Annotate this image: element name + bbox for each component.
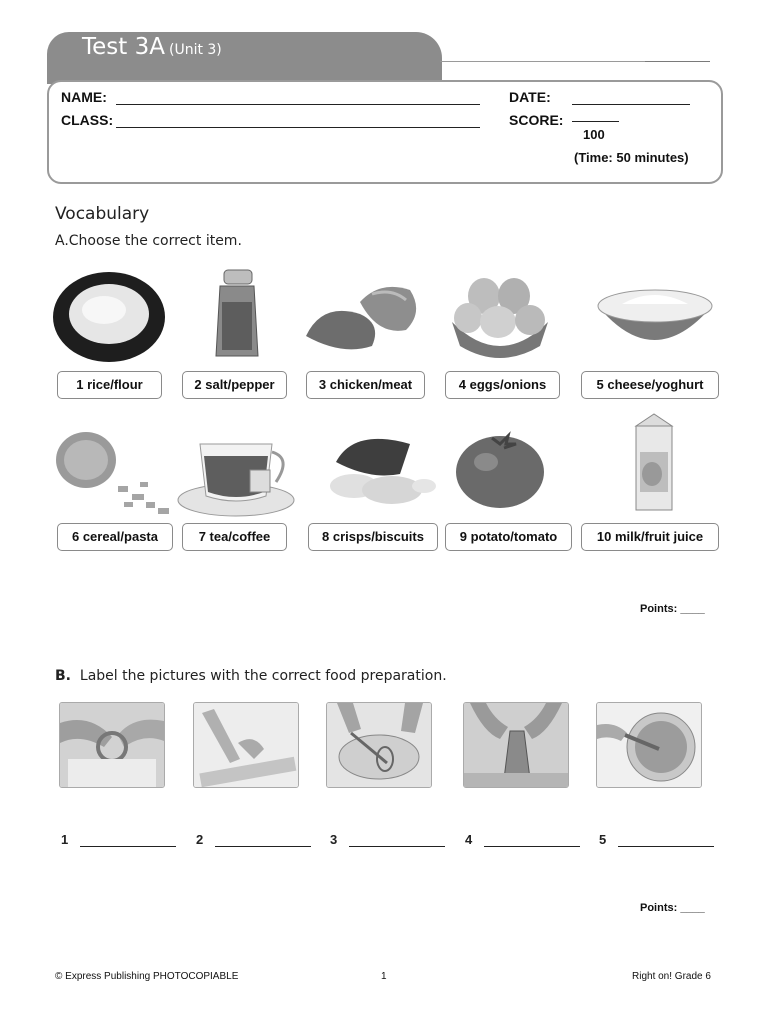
test-title xyxy=(82,34,222,60)
answer-number-4: 4 xyxy=(465,832,473,847)
mixing-salad-icon xyxy=(597,703,701,787)
prep-picture-5 xyxy=(596,702,702,788)
time-limit: (Time: 50 minutes) xyxy=(574,150,689,165)
juice-carton-icon xyxy=(630,412,676,512)
meat-icon xyxy=(302,280,422,354)
class-field[interactable] xyxy=(116,127,480,128)
answer-line-3[interactable] xyxy=(349,846,445,847)
knife-chopping-icon xyxy=(194,703,298,787)
prep-picture-2 xyxy=(193,702,299,788)
vocab-item-9[interactable]: 9 potato/tomato xyxy=(445,523,572,551)
yoghurt-bowl-icon xyxy=(596,284,714,358)
date-label: DATE: xyxy=(509,89,551,105)
score-total: 100 xyxy=(583,127,605,142)
whisk-bowl-icon xyxy=(327,703,431,787)
answer-number-1: 1 xyxy=(61,832,69,847)
tea-cup-icon xyxy=(176,436,300,520)
vocabulary-points: Points: ____ xyxy=(640,603,705,615)
answer-number-3: 3 xyxy=(330,832,338,847)
prep-picture-3 xyxy=(326,702,432,788)
vocab-item-4[interactable]: 4 eggs/onions xyxy=(445,371,560,399)
student-info-box xyxy=(47,80,723,184)
vocab-item-3[interactable]: 3 chicken/meat xyxy=(306,371,425,399)
cereal-bowl-icon xyxy=(52,430,176,518)
vocab-item-7[interactable]: 7 tea/coffee xyxy=(182,523,287,551)
date-field[interactable] xyxy=(572,104,690,105)
crisps-bag-icon xyxy=(314,432,438,508)
footer-page-number: 1 xyxy=(381,971,387,982)
vocabulary-instruction: A.Choose the correct item. xyxy=(55,233,242,249)
vocabulary-heading: Vocabulary xyxy=(55,204,150,224)
test-title-text: Test 3A xyxy=(82,34,165,60)
name-field[interactable] xyxy=(116,104,480,105)
prep-picture-1 xyxy=(59,702,165,788)
answer-number-2: 2 xyxy=(196,832,204,847)
score-field[interactable] xyxy=(572,121,619,122)
answer-line-5[interactable] xyxy=(618,846,714,847)
rice-plate-icon xyxy=(52,270,168,364)
preparation-points: Points: ____ xyxy=(640,902,705,914)
answer-line-2[interactable] xyxy=(215,846,311,847)
header-rule-accent xyxy=(645,61,710,62)
egg-basket-icon xyxy=(448,270,552,364)
footer-copyright: © Express Publishing PHOTOCOPIABLE xyxy=(55,971,239,982)
vocab-item-1[interactable]: 1 rice/flour xyxy=(57,371,162,399)
vocab-item-5[interactable]: 5 cheese/yoghurt xyxy=(581,371,719,399)
answer-line-4[interactable] xyxy=(484,846,580,847)
class-label: CLASS: xyxy=(61,112,114,128)
preparation-instruction xyxy=(55,668,447,684)
name-label: NAME: xyxy=(61,89,107,105)
vocab-item-8[interactable]: 8 crisps/biscuits xyxy=(308,523,438,551)
pepper-shaker-icon xyxy=(210,268,264,362)
hands-peeling-icon xyxy=(60,703,164,787)
prep-picture-4 xyxy=(463,702,569,788)
vocab-item-2[interactable]: 2 salt/pepper xyxy=(182,371,287,399)
vocab-item-10[interactable]: 10 milk/fruit juice xyxy=(581,523,719,551)
answer-line-1[interactable] xyxy=(80,846,176,847)
grater-icon xyxy=(464,703,568,787)
section-b-marker: B. xyxy=(55,668,71,684)
answer-number-5: 5 xyxy=(599,832,607,847)
preparation-instruction-text: Label the pictures with the correct food preparation. xyxy=(79,668,447,684)
test-unit: (Unit 3) xyxy=(168,42,222,58)
score-label: SCORE: xyxy=(509,112,564,128)
tomato-icon xyxy=(450,430,550,510)
footer-book-title: Right on! Grade 6 xyxy=(632,971,711,982)
vocab-item-6[interactable]: 6 cereal/pasta xyxy=(57,523,173,551)
